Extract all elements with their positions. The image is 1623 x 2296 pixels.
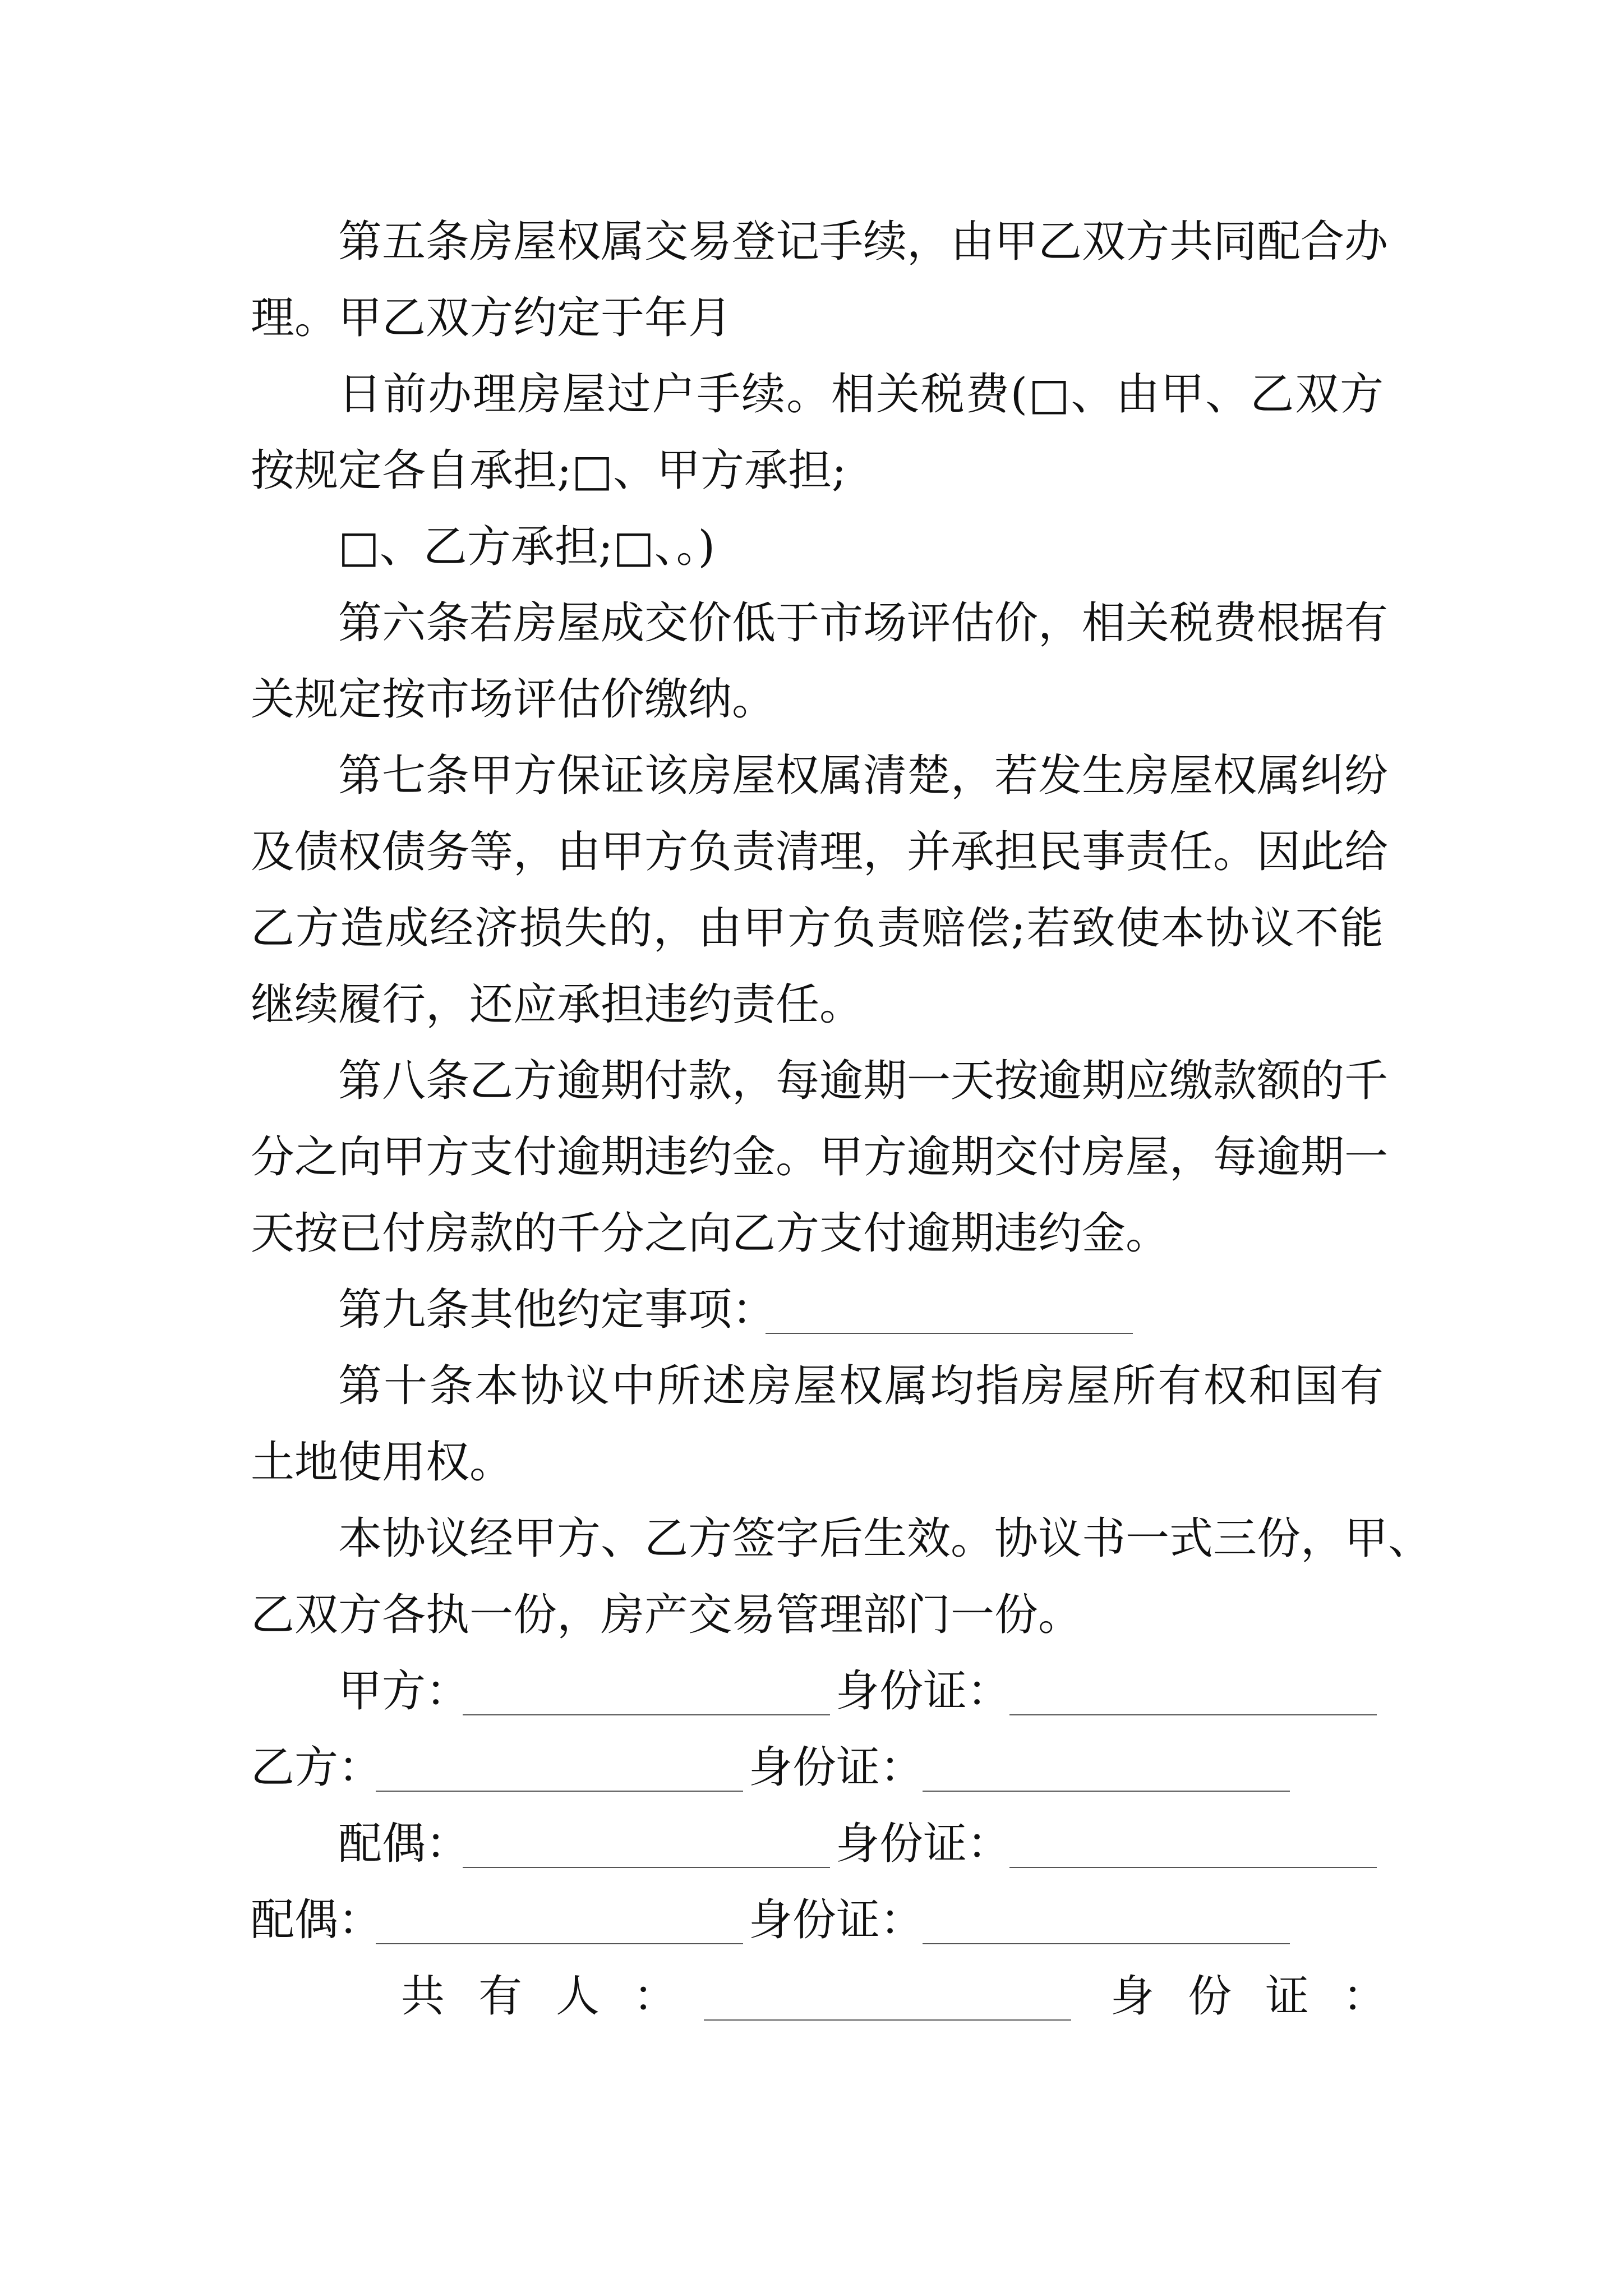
article-8-line-1: 第八条乙方逾期付款，每逾期一天按逾期应缴款额的千 (338, 1056, 1389, 1106)
article-10-line-1: 第十条本协议中所述房屋权属均指房屋所有权和国有 (338, 1361, 1384, 1411)
article-9-label: 第九条其他约定事项： (338, 1285, 776, 1335)
party-b-name-blank[interactable] (376, 1791, 743, 1792)
party-b-id-label: 身份证： (749, 1742, 924, 1793)
spouse-a-label: 配偶： (338, 1819, 470, 1869)
spouse-b-name-blank[interactable] (376, 1943, 743, 1944)
co-owner-label: 共有人： (401, 1971, 711, 2022)
co-owner-id-label: 身份证： (1110, 1971, 1421, 2022)
article-5-line-5: □、乙方承担;□、。) (338, 522, 716, 572)
co-owner-name-blank[interactable] (704, 2019, 1071, 2021)
spouse-b-label: 配偶： (251, 1895, 382, 1945)
article-7-line-3: 乙方造成经济损失的，由甲方负责赔偿;若致使本协议不能 (251, 903, 1384, 954)
article-8-line-3: 天按已付房款的千分之向乙方支付逾期违约金。 (251, 1208, 1170, 1259)
closing-line-2: 乙双方各执一份，房产交易管理部门一份。 (251, 1590, 1082, 1640)
article-5-line-4: 按规定各自承担;□、甲方承担; (251, 445, 847, 496)
party-b-id-blank[interactable] (923, 1791, 1290, 1792)
article-7-line-2: 及债权债务等，由甲方负责清理，并承担民事责任。因此给 (251, 827, 1389, 877)
party-a-id-label: 身份证： (836, 1666, 1011, 1717)
closing-line-1: 本协议经甲方、乙方签字后生效。协议书一式三份，甲、 (338, 1513, 1432, 1564)
article-6-line-1: 第六条若房屋成交价低于市场评估价，相关税费根据有 (338, 598, 1389, 648)
party-a-label: 甲方： (338, 1666, 470, 1717)
article-5-line-2: 理。甲乙双方约定于年月 (251, 293, 732, 343)
article-7-line-4: 继续履行，还应承担违约责任。 (251, 979, 864, 1030)
spouse-b-id-blank[interactable] (923, 1943, 1290, 1944)
article-5-line-1: 第五条房屋权属交易登记手续，由甲乙双方共同配合办 (338, 217, 1389, 267)
party-a-id-blank[interactable] (1009, 1714, 1377, 1715)
spouse-a-id-label: 身份证： (836, 1819, 1011, 1869)
article-6-line-2: 关规定按市场评估价缴纳。 (251, 674, 776, 725)
article-5-line-3: 日前办理房屋过户手续。相关税费(□、由甲、乙双方 (338, 369, 1384, 420)
party-a-name-blank[interactable] (463, 1714, 830, 1715)
article-7-line-1: 第七条甲方保证该房屋权属清楚，若发生房屋权属纠纷 (338, 751, 1389, 801)
spouse-b-id-label: 身份证： (749, 1895, 924, 1945)
party-b-label: 乙方： (251, 1742, 382, 1793)
spouse-a-id-blank[interactable] (1009, 1867, 1377, 1868)
article-10-line-2: 土地使用权。 (251, 1437, 514, 1488)
spouse-a-name-blank[interactable] (463, 1867, 830, 1868)
article-8-line-2: 分之向甲方支付逾期违约金。甲方逾期交付房屋，每逾期一 (251, 1132, 1389, 1182)
other-terms-blank[interactable] (766, 1333, 1133, 1334)
